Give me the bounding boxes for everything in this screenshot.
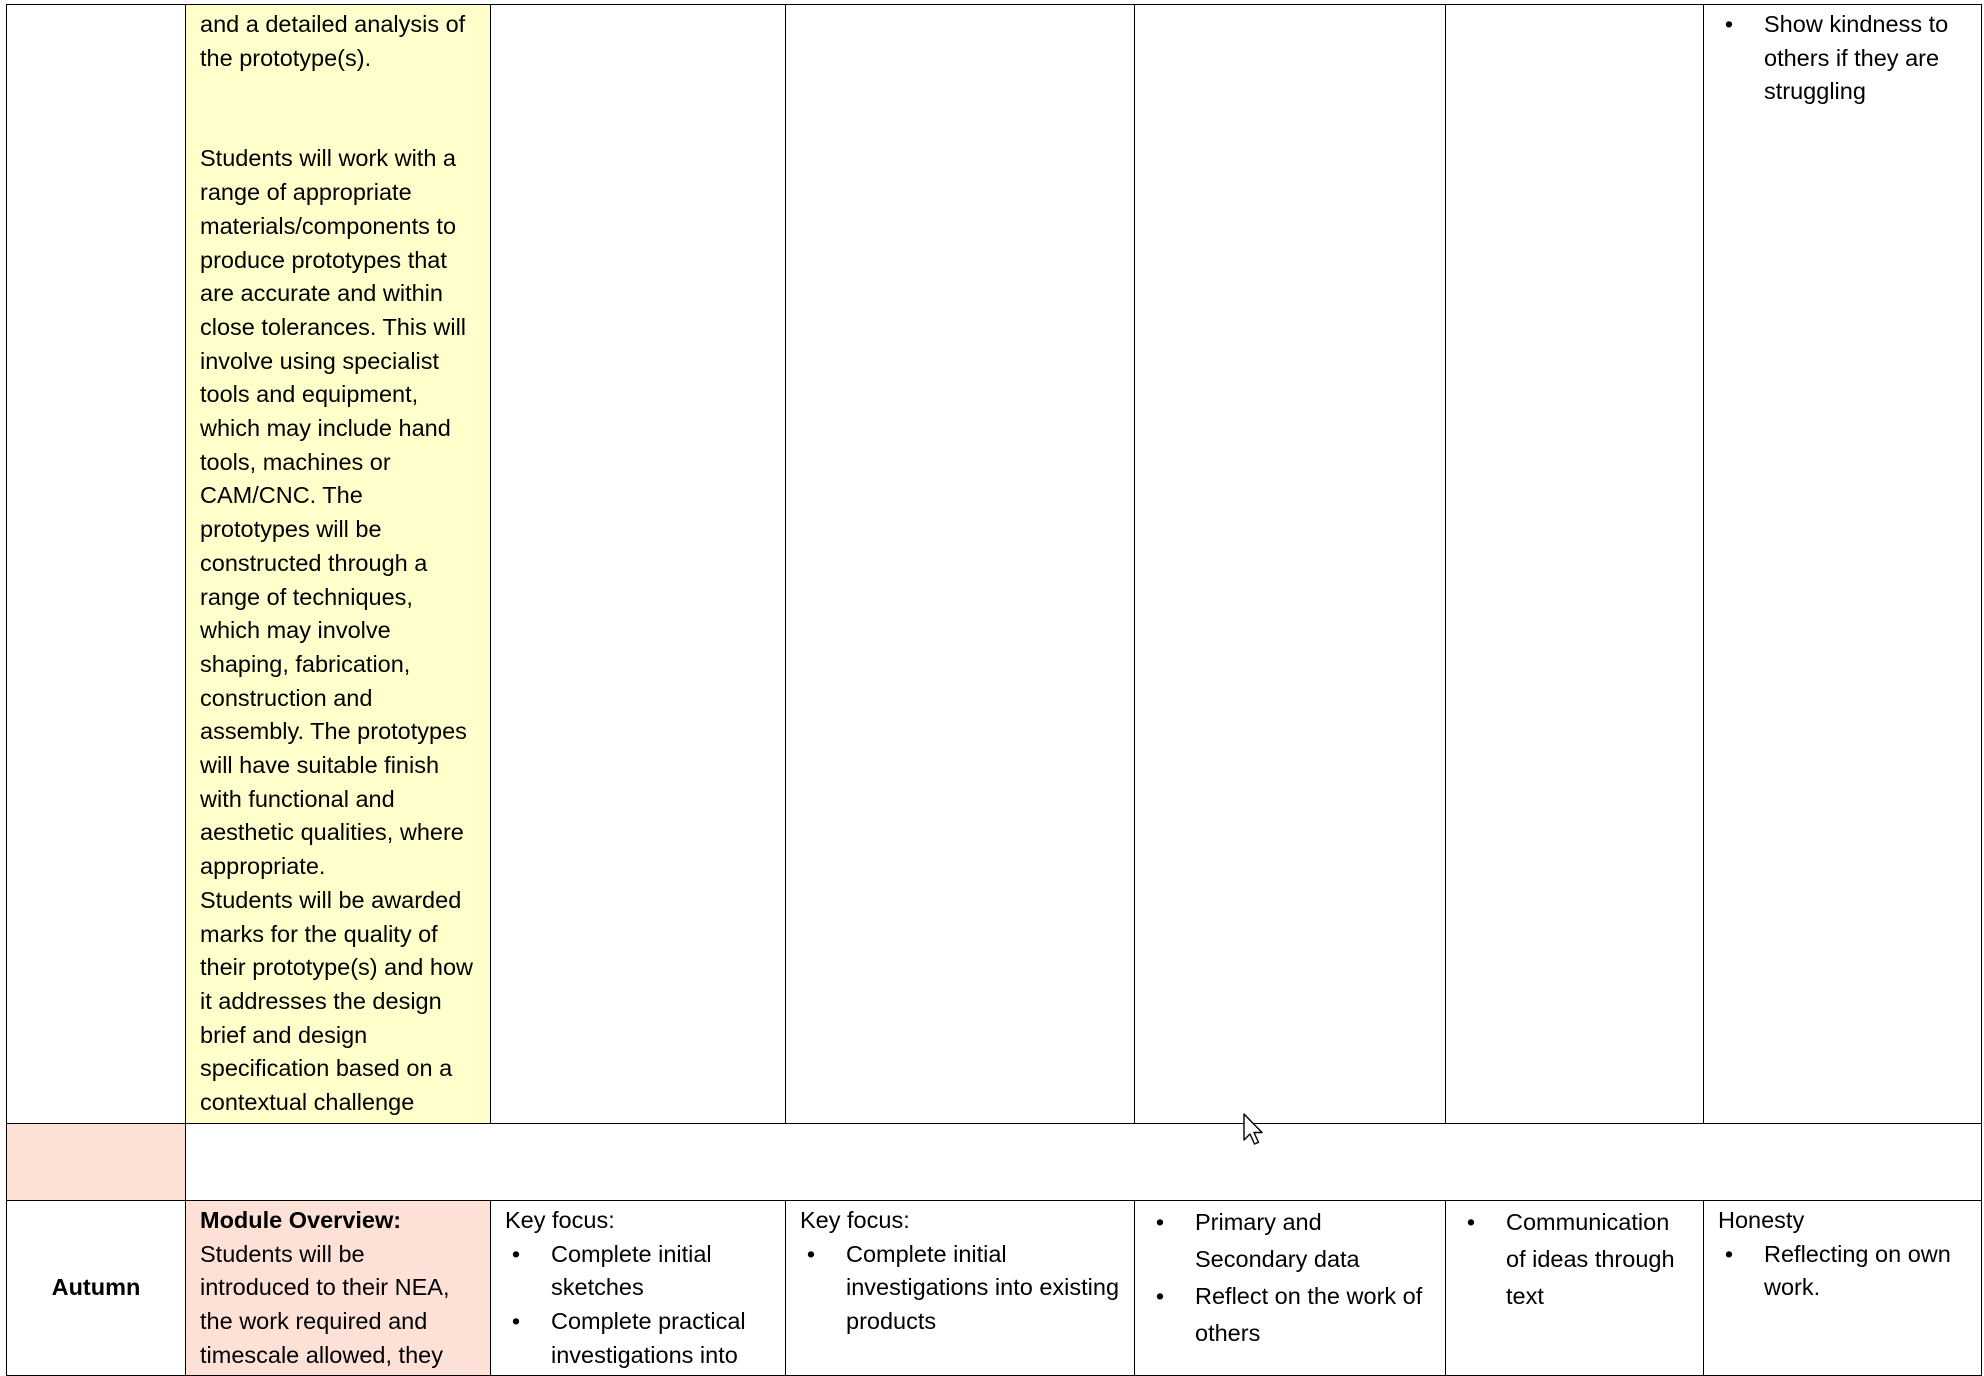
mouse-pointer-icon xyxy=(1242,1113,1266,1147)
term-cell-autumn: Autumn xyxy=(7,1201,186,1376)
values-cell xyxy=(1704,1201,1982,1376)
paragraph-spacer xyxy=(200,75,476,142)
skills-list xyxy=(1149,1204,1431,1352)
bullet-icon: • xyxy=(1724,11,1734,37)
list-item xyxy=(1149,1278,1431,1352)
description-paragraph: Students will work with a range of appropriate materials/components to produce prototypes that are accurate and within close tolerances. This will involve using specialist tools and equipment, which may include hand tools, machines or CAM/CNC. The prototypes will be constructed through a range of techniques, which may involve shaping, fabrication, construction and assembly. The prototypes will have suitable finish with functional and aesthetic qualities, where appropriate. xyxy=(200,145,467,880)
literacy-cell xyxy=(1446,1201,1704,1376)
term-cell-spacer xyxy=(7,1124,186,1201)
skills-cell xyxy=(1135,1201,1446,1376)
list-item xyxy=(1718,8,1967,109)
module-overview-text: Students will be introduced to their NEA, the work required and timescale allowed, they xyxy=(200,1240,450,1368)
table-row-nea-description xyxy=(7,5,1982,1124)
table-row-spacer xyxy=(7,1124,1982,1201)
module-overview-cell xyxy=(186,1201,491,1376)
list-item xyxy=(1718,1238,1967,1305)
key-focus-list xyxy=(505,1238,771,1373)
description-paragraph: Students will be awarded marks for the quality of their prototype(s) and how it addresses the design brief and design specification based on a contextual challenge xyxy=(200,886,474,1116)
table-row-autumn xyxy=(7,1201,1982,1376)
literacy-list xyxy=(1460,1204,1689,1315)
list-item-text: Complete initial sketches xyxy=(551,1240,712,1301)
list-item-text: Reflecting on own work. xyxy=(1764,1240,1951,1301)
literacy-cell-empty xyxy=(1446,5,1704,1124)
key-focus-list xyxy=(800,1238,1120,1339)
bullet-icon: • xyxy=(1155,1209,1165,1235)
values-list xyxy=(1718,1238,1967,1305)
module-description-cell xyxy=(186,5,491,1124)
list-item xyxy=(505,1238,771,1305)
description-paragraph: and a detailed analysis of the prototype(s). xyxy=(200,11,466,71)
list-item-text: Reflect on the work of others xyxy=(1195,1283,1423,1346)
key-focus-cell xyxy=(491,1201,786,1376)
bullet-icon: • xyxy=(511,1308,521,1335)
list-item-text: Primary and Secondary data xyxy=(1195,1209,1360,1272)
key-focus-cell xyxy=(786,1201,1135,1376)
values-list xyxy=(1718,8,1967,109)
key-focus-heading: Key focus: xyxy=(505,1207,615,1233)
key-focus-cell-empty xyxy=(491,5,786,1124)
list-item-text: Complete initial investigations into existing products xyxy=(846,1240,1120,1335)
list-item xyxy=(505,1305,771,1372)
bullet-icon: • xyxy=(806,1240,816,1267)
module-overview-heading: Module Overview: xyxy=(200,1207,402,1233)
list-item xyxy=(800,1238,1120,1339)
bullet-icon: • xyxy=(1155,1283,1165,1309)
list-item-text: Communication of ideas through text xyxy=(1506,1209,1675,1309)
key-focus-heading: Key focus: xyxy=(800,1207,910,1233)
bullet-icon: • xyxy=(1466,1209,1476,1235)
spacer-cell xyxy=(186,1124,1982,1201)
list-item-text: Show kindness to others if they are struggling xyxy=(1764,11,1949,105)
skills-cell-empty xyxy=(1135,5,1446,1124)
bullet-icon: • xyxy=(511,1240,521,1267)
list-item xyxy=(1460,1204,1689,1315)
bullet-icon: • xyxy=(1724,1240,1734,1267)
key-focus-cell-empty xyxy=(786,5,1135,1124)
term-cell-empty xyxy=(7,5,186,1124)
list-item xyxy=(1149,1204,1431,1278)
curriculum-table xyxy=(6,4,1982,1376)
values-cell xyxy=(1704,5,1982,1124)
list-item-text: Complete practical investigations into xyxy=(551,1308,746,1368)
values-heading: Honesty xyxy=(1718,1207,1805,1233)
